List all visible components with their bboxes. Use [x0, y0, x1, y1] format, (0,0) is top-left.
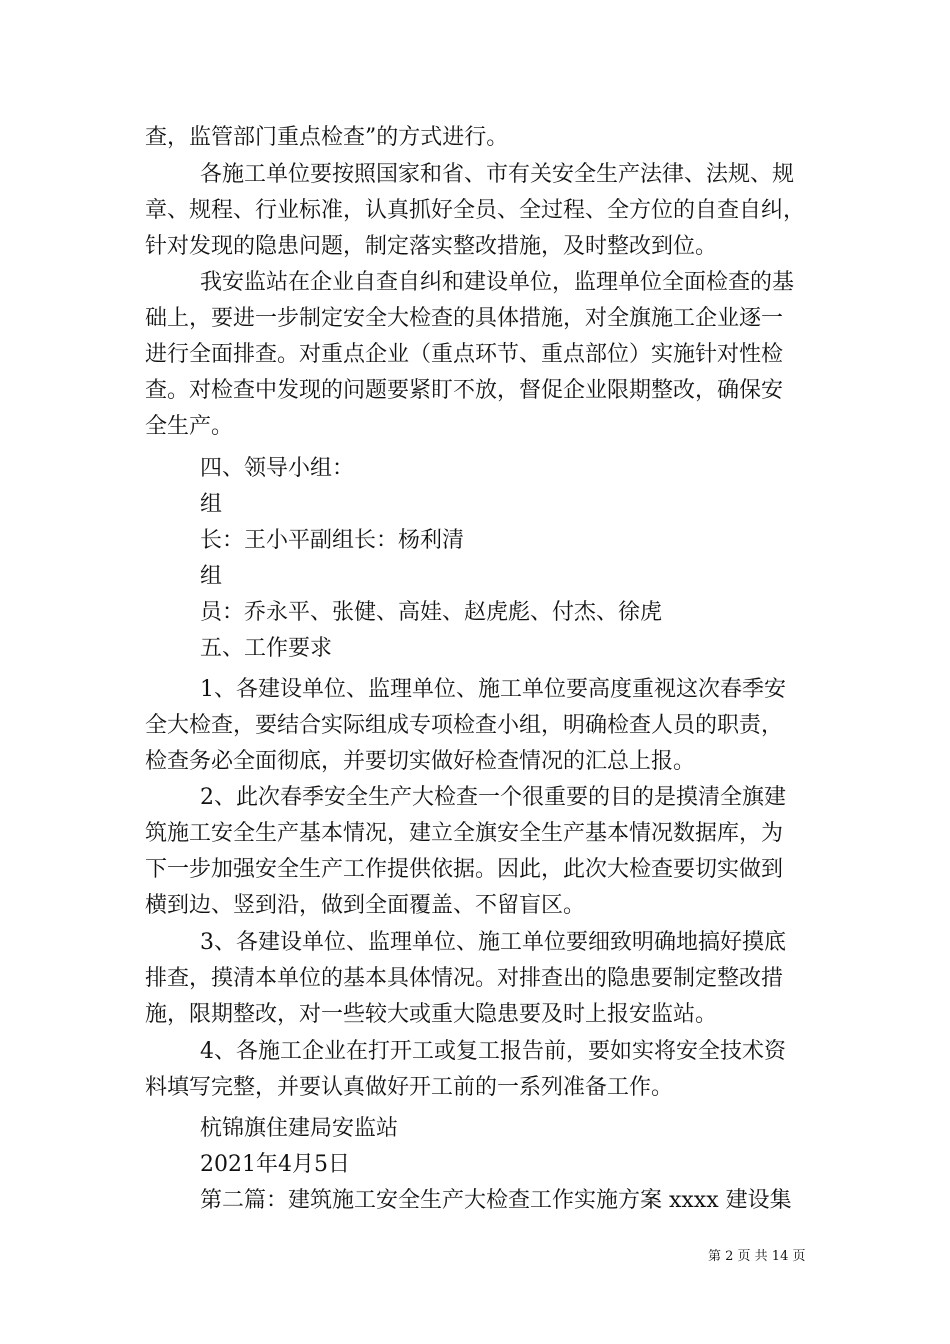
text-line-22: 横到边、竖到沿，做到全面覆盖、不留盲区。	[145, 893, 586, 918]
text-line-5: 我安监站在企业自查自纠和建设单位，监理单位全面检查的基	[200, 270, 795, 295]
text-line-3: 章、规程、行业标准，认真抓好全员、全过程、全方位的自查自纠，	[145, 198, 806, 223]
text-line-23: 3、各建设单位、监理单位、施工单位要细致明确地搞好摸底	[200, 930, 786, 955]
text-line-16: 1、各建设单位、监理单位、施工单位要高度重视这次春季安	[200, 677, 786, 702]
second-article-title: 第二篇：建筑施工安全生产大检查工作实施方案 xxxx 建设集	[200, 1188, 792, 1213]
text-line-19: 2、此次春季安全生产大检查一个很重要的目的是摸清全旗建	[200, 785, 786, 810]
text-line-11: 组	[200, 492, 223, 517]
page-number: 第 2 页 共 14 页	[708, 1249, 806, 1264]
text-line-13: 组	[200, 564, 223, 589]
text-line-18: 检查务必全面彻底，并要切实做好检查情况的汇总上报。	[145, 749, 696, 774]
text-line-1: 查，监管部门重点检查”的方式进行。	[145, 125, 509, 150]
text-line-24: 排查，摸清本单位的基本具体情况。对排查出的隐患要制定整改措	[145, 966, 784, 991]
text-line-27: 料填写完整，并要认真做好开工前的一系列准备工作。	[145, 1075, 674, 1100]
text-line-9: 全生产。	[145, 414, 234, 439]
text-line-25: 施，限期整改，对一些较大或重大隐患要及时上报安监站。	[145, 1002, 718, 1027]
signature-date: 2021年4月5日	[200, 1152, 350, 1177]
text-line-14: 员：乔永平、张健、高娃、赵虎彪、付杰、徐虎	[200, 600, 663, 625]
text-line-8: 查。对检查中发现的问题要紧盯不放，督促企业限期整改，确保安	[145, 378, 784, 403]
signature-org: 杭锦旗住建局安监站	[200, 1116, 399, 1141]
text-line-21: 下一步加强安全生产工作提供依据。因此，此次大检查要切实做到	[145, 857, 784, 882]
text-line-26: 4、各施工企业在打开工或复工报告前，要如实将安全技术资	[200, 1039, 786, 1064]
text-line-7: 进行全面排查。对重点企业（重点环节、重点部位）实施针对性检	[145, 342, 784, 367]
text-line-2: 各施工单位要按照国家和省、市有关安全生产法律、法规、规	[200, 162, 795, 187]
section-heading-requirements: 五、工作要求	[200, 636, 333, 661]
text-line-4: 针对发现的隐患问题，制定落实整改措施，及时整改到位。	[145, 234, 718, 259]
text-line-20: 筑施工安全生产基本情况，建立全旗安全生产基本情况数据库，为	[145, 821, 784, 846]
text-line-17: 全大检查，要结合实际组成专项检查小组，明确检查人员的职责，	[145, 713, 784, 738]
text-line-12: 长：王小平副组长：杨利清	[200, 528, 465, 553]
text-line-6: 础上，要进一步制定安全大检查的具体措施，对全旗施工企业逐一	[145, 306, 784, 331]
section-heading-leadership: 四、领导小组：	[200, 456, 355, 481]
